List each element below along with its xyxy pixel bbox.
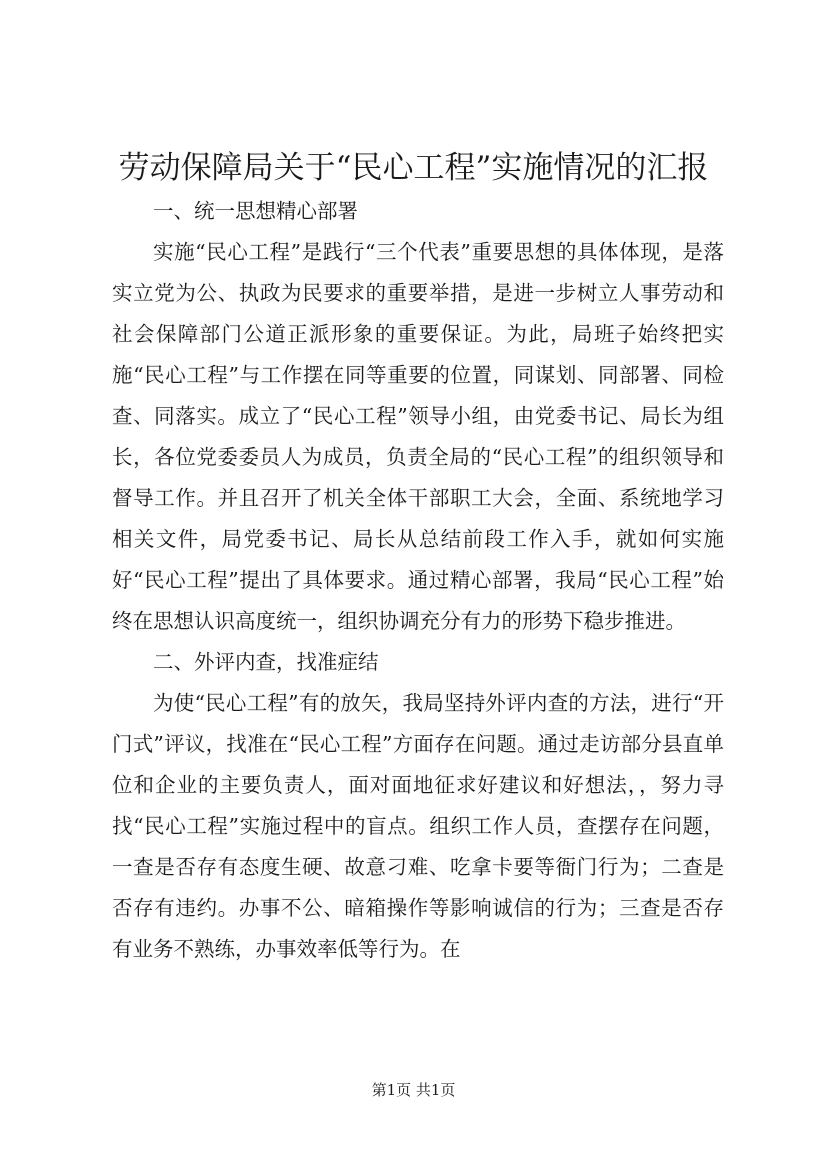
body-paragraph-1: 实施“民心工程”是践行“三个代表”重要思想的具体体现，是落实立党为公、执政为民要求的重要举措，是进一步树立人事劳动和社会保障部门公道正派形象的重要保证。为此，局班子始终把实施“民心工程”与工作摆在同等重要的位置，同谋划、同部署、同检查、同落实。成立了“民心工程”领导小组，由党委书记、局长为组长，各位党委委员人为成员，负责全局的“民心工程”的组织领导和督导工作。并且召开了机关全体干部职工大会，全面、系统地学习相关文件，局党委书记、局长从总结前段工作入手，就如何实施好“民心工程”提出了具体要求。通过精心部署，我局“民心工程”始终在思想认识高度统一，组织协调充分有力的形势下稳步推进。 [112, 240, 724, 633]
section-heading-2: 二、外评内查，找准症结 [153, 650, 379, 674]
document-body [112, 191, 724, 970]
body-paragraph-2: 为使“民心工程”有的放矢，我局坚持外评内查的方法，进行“开门式”评议，找准在“民心工程”方面存在问题。通过走访部分县直单位和企业的主要负责人，面对面地征求好建议和好想法，，努力寻找“民心工程”实施过程中的盲点。组织工作人员，查摆存在问题，一查是否存有态度生硬、故意刁难、吃拿卡要等衙门行为；二查是否存有违约。办事不公、暗箱操作等影响诚信的行为；三查是否存有业务不熟练，办事效率低等行为。在 [112, 691, 724, 961]
section-heading-1: 一、统一思想精心部署 [153, 199, 358, 223]
document-title: 劳动保障局关于“民心工程”实施情况的汇报 [118, 150, 709, 186]
page-footer: 第1页 共1页 [371, 1081, 456, 1099]
